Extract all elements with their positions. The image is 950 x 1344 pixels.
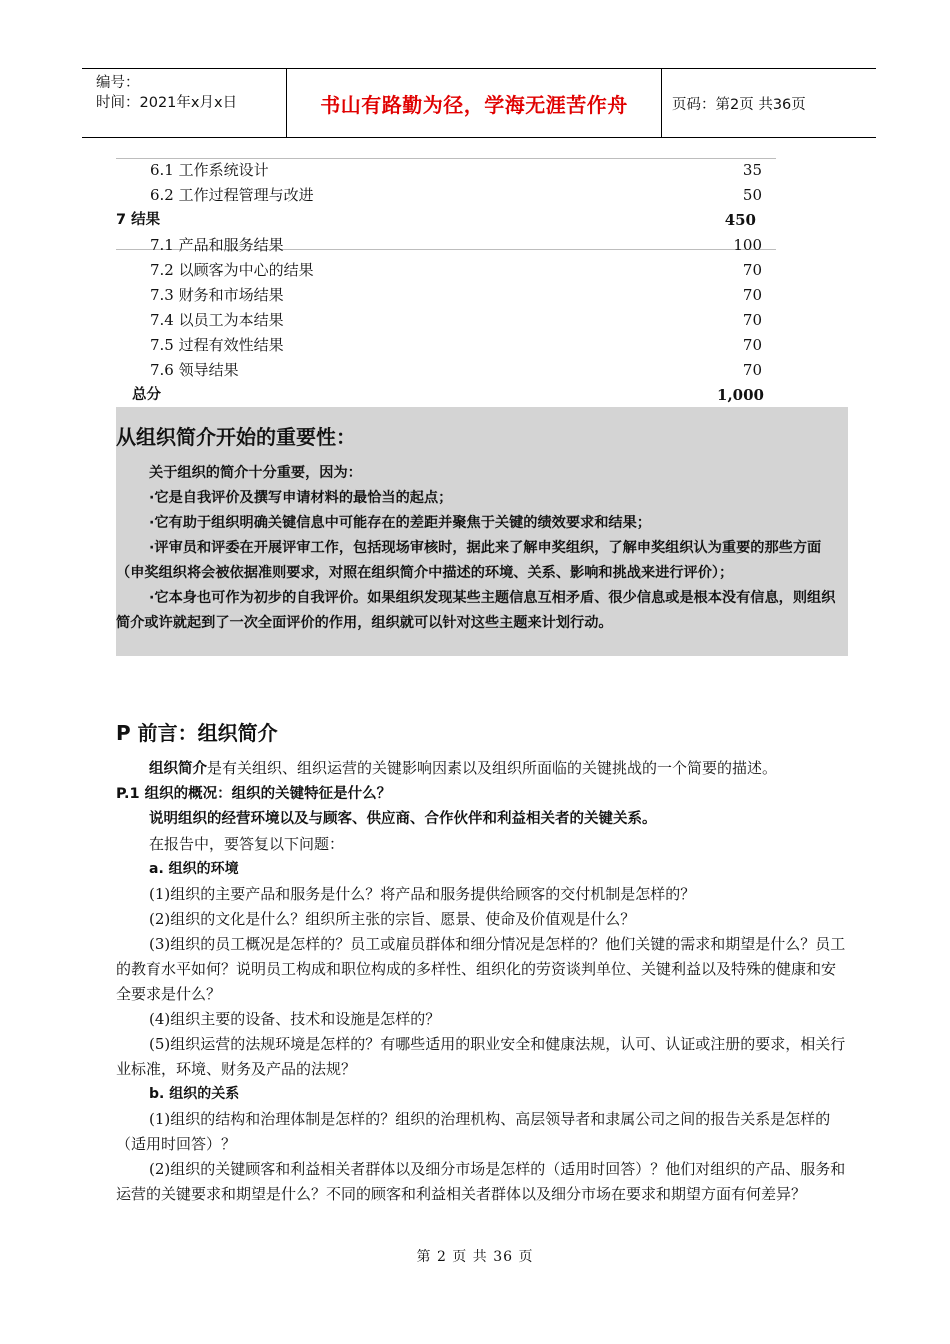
table-row: [116, 158, 776, 183]
section-title: P 前言：组织简介: [116, 721, 278, 745]
row-label: 6.2 工作过程管理与改进: [150, 186, 314, 204]
row-value: 70: [742, 261, 762, 279]
table-row: [116, 308, 776, 333]
question-item: (2)组织的关键顾客和利益相关者群体以及细分市场是怎样的（适用时回答）？他们对组织的产品、服务和运营的关键要求和期望是什么？不同的顾客和利益相关者群体以及细分市场在要求和期望方面有何差异？: [116, 1160, 846, 1203]
table-row-total: [116, 383, 776, 408]
row-label: 6.1 工作系统设计: [150, 161, 269, 179]
subsection-a-title: a. 组织的环境: [149, 861, 239, 877]
importance-paragraph: ·它是自我评价及撰写申请材料的最恰当的起点；: [149, 490, 453, 506]
importance-title: 从组织简介开始的重要性：: [116, 425, 356, 449]
row-label: 7.6 领导结果: [150, 361, 239, 379]
intro-rest: 是有关组织、组织运营的关键影响因素以及组织所面临的关键挑战的一个简要的描述。: [207, 759, 778, 777]
preface-content: [116, 756, 848, 1207]
table-row: [116, 258, 776, 283]
row-value: 450: [724, 211, 756, 229]
code-label: 编号：: [96, 75, 140, 91]
importance-box: [116, 407, 848, 656]
p1-description: 说明组织的经营环境以及与顾客、供应商、合作伙伴和利益相关者的关键关系。: [149, 811, 657, 827]
row-label: 7.3 财务和市场结果: [150, 286, 284, 304]
importance-paragraph: ·它有助于组织明确关键信息中可能存在的差距并聚焦于关键的绩效要求和结果；: [149, 515, 651, 531]
header-meta: [82, 69, 287, 137]
page-footer: 第 2 页 共 36 页: [416, 1249, 534, 1265]
row-value: 100: [733, 236, 762, 254]
table-row: [116, 358, 776, 383]
table-row: [116, 233, 776, 258]
table-row-category: [116, 208, 776, 233]
row-value: 70: [742, 361, 762, 379]
question-item: (1)组织的结构和治理体制是怎样的？组织的治理机构、高层领导者和隶属公司之间的报告关系是怎样的（适用时回答）？: [116, 1110, 831, 1153]
row-label: 7.5 过程有效性结果: [150, 336, 284, 354]
row-label: 7.4 以员工为本结果: [150, 311, 284, 329]
row-value: 50: [742, 186, 762, 204]
header-page-label: 页码：第2页 共36页: [672, 96, 806, 113]
row-label: 7 结果: [116, 212, 161, 228]
importance-body: [116, 461, 846, 636]
time-label: 时间：2021年x月x日: [96, 95, 238, 111]
row-value: 70: [742, 286, 762, 304]
p1-title: P.1 组织的概况：组织的关键特征是什么？: [116, 786, 392, 802]
table-row: [116, 333, 776, 358]
page-header: [82, 68, 876, 138]
row-label: 7.1 产品和服务结果: [150, 236, 284, 254]
importance-paragraph: ·评审员和评委在开展评审工作，包括现场审核时，据此来了解申奖组织，了解申奖组织认为重要的那些方面（申奖组织将会被依据准则要求，对照在组织简介中描述的环境、关系、影响和挑战来进行评价）；: [116, 540, 822, 581]
row-value: 35: [742, 161, 762, 179]
row-value: 1,000: [717, 386, 764, 404]
header-motto: 书山有路勤为径，学海无涯苦作舟: [287, 69, 662, 137]
question-item: (1)组织的主要产品和服务是什么？将产品和服务提供给顾客的交付机制是怎样的？: [149, 885, 696, 903]
row-value: 70: [742, 311, 762, 329]
p1-lead: 在报告中，要答复以下问题：: [149, 835, 345, 853]
question-item: (5)组织运营的法规环境是怎样的？有哪些适用的职业安全和健康法规，认可、认证或注册的要求，相关行业标准，环境、财务及产品的法规？: [116, 1035, 846, 1078]
row-label: 7.2 以顾客为中心的结果: [150, 261, 314, 279]
subsection-b-title: b. 组织的关系: [149, 1086, 240, 1102]
importance-paragraph: 关于组织的简介十分重要，因为：: [149, 465, 362, 481]
row-label: 总分: [132, 387, 161, 403]
question-item: (4)组织主要的设备、技术和设施是怎样的？: [149, 1010, 441, 1028]
intro-paragraph: [116, 756, 848, 782]
score-table: [116, 158, 776, 408]
intro-bold: 组织简介: [149, 761, 207, 777]
table-row: [116, 183, 776, 208]
importance-paragraph: ·它本身也可作为初步的自我评价。如果组织发现某些主题信息互相矛盾、很少信息或是根本没有信息，则组织简介或许就起到了一次全面评价的作用，组织就可以针对这些主题来计划行动。: [116, 590, 836, 631]
question-item: (2)组织的文化是什么？组织所主张的宗旨、愿景、使命及价值观是什么？: [149, 910, 636, 928]
table-row: [116, 283, 776, 308]
question-item: (3)组织的员工概况是怎样的？员工或雇员群体和细分情况是怎样的？他们关键的需求和期望是什么？员工的教育水平如何？说明员工构成和职位构成的多样性、组织化的劳资谈判单位、关键利益以及特殊的健康和安全要求是什么？: [116, 935, 846, 1003]
row-value: 70: [742, 336, 762, 354]
